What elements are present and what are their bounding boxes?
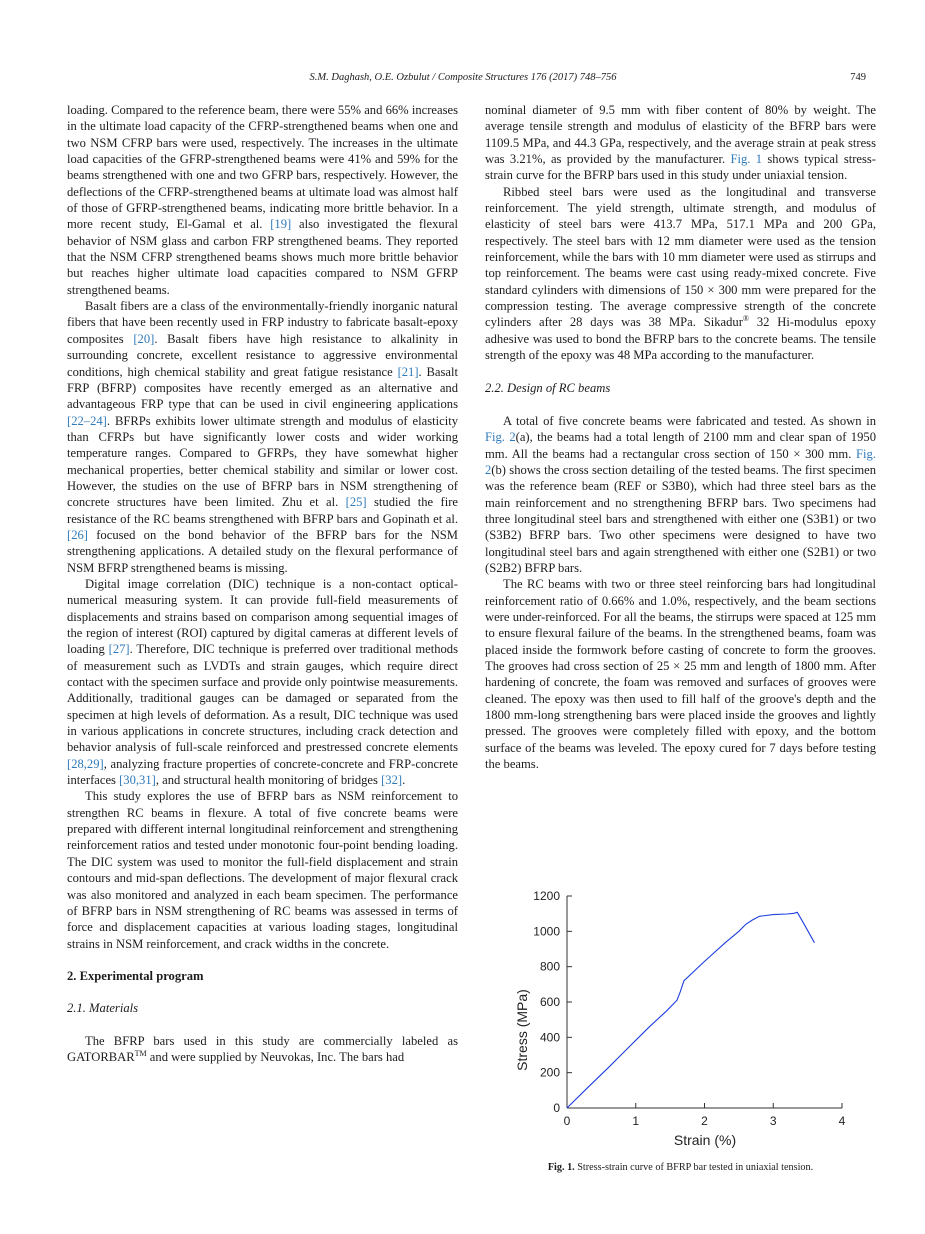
- figure-caption: [485, 1162, 876, 1173]
- x-axis-label: Strain (%): [673, 1132, 737, 1148]
- y-tick-label: 1000: [533, 924, 560, 939]
- citation-link[interactable]: [21]: [397, 364, 419, 379]
- citation-link[interactable]: [22–24]: [67, 413, 107, 428]
- y-tick-label: 600: [539, 995, 560, 1009]
- citation-link[interactable]: [25]: [345, 495, 367, 510]
- y-tick-label: 400: [539, 1030, 560, 1045]
- left-column: [67, 102, 458, 1065]
- chart-axes: [533, 889, 845, 1128]
- chart-plot-area: [567, 912, 815, 1108]
- figure-caption-text: Stress-strain curve of BFRP bar tested in uniaxial tension.: [577, 1162, 814, 1173]
- paragraph: nominal diameter of 9.5 mm with fiber content of 80% by weight. The average tensile strength and modulus of elasticity of the BFRP bars were 1109.5 MPa, and 44.3 GPa, respectively, and the average strain at peak stress was 3.21%, as provided by the manufacturer. Fig. 1 shows typical stress-strain curve for the BFRP bars used in this study under uniaxial tension.: [485, 103, 876, 183]
- subsection-heading: 2.1. Materials: [67, 1001, 139, 1016]
- x-tick-label: 3: [769, 1114, 777, 1128]
- figure-link[interactable]: Fig. 2: [485, 446, 876, 477]
- paragraph: Ribbed steel bars were used as the longitudinal and transverse reinforcement. The yield strength, ultimate strength, and modulus of elasticity of steel bars were 413.7 MPa, 517.1 MPa and 200 GPa, respectively. The steel bars with 12 mm diameter were used as the tension reinforcement, while the bars with 10 mm diameter were used as stirrups and top reinforcement. The beams were cast using ready-mixed concrete. Five standard cylinders with dimensions of 150 × 300 mm were prepared for the compression testing. The average compressive strength of the concrete cylinders after 28 days was 38 MPa. Sikadur® 32 Hi-modulus epoxy adhesive was used to bond the BFRP bars to the concrete beams. The tensile strength of the epoxy was 48 MPa according to the manufacturer.: [485, 184, 876, 363]
- citation-link[interactable]: [26]: [67, 527, 88, 542]
- figure-link[interactable]: Fig. 1: [730, 152, 763, 167]
- x-tick-label: 2: [701, 1114, 708, 1128]
- running-header: [60, 72, 866, 88]
- stress-strain-chart: [485, 880, 876, 1158]
- paragraph: The BFRP bars used in this study are commercially labeled as GATORBAR™ and were supplied by Neuvokas, Inc. The bars had: [67, 1033, 458, 1064]
- right-column: [485, 102, 876, 772]
- series-line: [567, 912, 815, 1108]
- citation-link[interactable]: [20]: [133, 331, 155, 346]
- y-tick-label: 200: [539, 1065, 560, 1080]
- x-tick-label: 4: [838, 1114, 846, 1128]
- x-tick-label: 0: [563, 1114, 571, 1128]
- paragraph: Basalt fibers are a class of the environmentally-friendly inorganic natural fibers that have been recently used in FRP industry to fabricate basalt-epoxy composites [20]. Basalt fibers have high resistance to alkalinity in surrounding concrete, excellent resistance to aggressive environmental conditions, high chemical stability and great fatigue resistance [21]. Basalt FRP (BFRP) composites have recently emerged as an alternative and advantageous FRP type that can be used in civil engineering applications [22–24]. BFRPs exhibits lower ultimate strength and modulus of elasticity than CFRPs but have significantly lower costs and wider working temperature ranges. Compared to GFRPs, they have somewhat higher mechanical properties, better chemical stability and similar or lower cost. However, the studies on the use of BFRP bars in NSM strengthening of concrete structures have been limited. Zhu et al. [25] studied the fire resistance of the RC beams strengthened with BFRP bars and Gopinath et al. [26] focused on the bond behavior of the BFRP bars for the NSM strengthening applications. A detailed study on the flexural performance of NSM BFRP strengthened beams is missing.: [67, 299, 459, 575]
- citation-link[interactable]: [32]: [381, 773, 403, 788]
- paragraph: Digital image correlation (DIC) technique is a non-contact optical-numerical measuring system. It can provide full-field measurements of displacements and strains based on comparison among sequential images of the region of interest (ROI) captured by digital cameras at different levels of loading [27]. Therefore, DIC technique is preferred over traditional methods of measurement such as LVDTs and strain gauges, which require direct contact with the specimen surface and provide only pointwise measurements. Additionally, traditional gauges can be damaged or separated from the specimen at high levels of deformation. As a result, DIC technique was used in various applications in concrete structures, including crack detection and behavior analysis of full-scale reinforced and prestressed concrete elements [28,29], analyzing fracture properties of concrete-concrete and FRP-concrete interfaces [30,31], and structural health monitoring of bridges [32].: [67, 576, 458, 788]
- x-tick-label: 1: [632, 1114, 640, 1128]
- figure-1: [485, 880, 876, 1180]
- paragraph: This study explores the use of BFRP bars as NSM reinforcement to strengthen RC beams in flexure. A total of five concrete beams were prepared with different internal longitudinal reinforcement and strengthening reinforcement ratios and tested under monotonic four-point bending loading. The DIC system was used to monitor the full-field displacement and strain contours and mid-span deflections. The development of major flexural crack was also monitored and analyzed in each beam specimen. The performance of BFRP bars in NSM strengthening of RC beams was assessed in terms of force and displacement capacities at various loading stages, longitudinal strains in NSM reinforcement, and crack widths in the concrete.: [67, 789, 458, 951]
- subsection-heading: 2.2. Design of RC beams: [485, 380, 611, 395]
- figure-label: Fig. 1.: [547, 1162, 575, 1173]
- citation-link[interactable]: [28,29]: [67, 756, 104, 771]
- paragraph: The RC beams with two or three steel reinforcing bars had longitudinal reinforcement ratio of 0.66% and 1.0%, respectively, and the beam sections were under-reinforced. For all the beams, the stirrups were spaced at 125 mm to ensure flexural failure of the beams. In the strengthened beams, foam was placed inside the formwork before casting of concrete to form the grooves. The grooves had cross section of 25 × 25 mm and length of 1800 mm. After hardening of concrete, the foam was removed and surfaces of grooves were cleaned. The epoxy was then used to fill half of the groove's depth and the 1800 mm-long strengthening bars were placed inside the grooves and lightly pressed. The grooves were completely filled with epoxy, and the bottom surface of the beams was leveled. The epoxy cured for 7 days before testing the beams.: [485, 577, 876, 772]
- journal-citation: S.M. Daghash, O.E. Ozbulut / Composite Structures 176 (2017) 748–756: [309, 72, 617, 83]
- page-number: 749: [850, 72, 866, 83]
- paragraph: loading. Compared to the reference beam, there were 55% and 66% increases in the ultimate load capacity of the CFRP-strengthened beams when one and two NSM CFRP bars were used, respectively. The increases in the ultimate load capacities of the GFRP-strengthened beams were 41% and 59% for the beams strengthened with one and two GFRP bars, respectively. However, the deflections of the CFRP-strengthened beams at ultimate load was almost half of those of GFRP-strengthened beams, indicating more brittle behavior. In a more recent study, El-Gamal et al. [19] also investigated the flexural behavior of NSM glass and carbon FRP strengthened beams. They reported that the NSM CFRP strengthened beams shows much more brittle behavior but reaches higher ultimate load capacities compared to NSM GFRP strengthened beams.: [67, 103, 458, 297]
- figure-link[interactable]: Fig. 2: [485, 430, 516, 445]
- citation-link[interactable]: [30,31]: [119, 773, 156, 788]
- y-tick-label: 1200: [533, 889, 560, 903]
- y-tick-label: 0: [553, 1101, 560, 1115]
- y-tick-label: 800: [539, 959, 560, 974]
- section-heading: 2. Experimental program: [67, 968, 204, 983]
- citation-link[interactable]: [27]: [108, 642, 130, 657]
- citation-link[interactable]: [19]: [270, 217, 292, 232]
- paragraph: A total of five concrete beams were fabricated and tested. As shown in Fig. 2(a), the beams had a total length of 2100 mm and clear span of 1950 mm. All the beams had a rectangular cross section of 150 × 300 mm. Fig. 2(b) shows the cross section detailing of the tested beams. The first specimen was the reference beam (REF or S3B0), which had three steel bars as the main reinforcement and no strengthening BFRP bars. Two specimens had three longitudinal steel bars and strengthened with either one (S3B1) or two (S3B2) BFRP bars. Two other specimens were designed to have two longitudinal steel bars and again strengthened with either one (S2B1) or two (S2B2) BFRP bars.: [485, 413, 876, 575]
- y-axis-label: Stress (MPa): [514, 989, 530, 1071]
